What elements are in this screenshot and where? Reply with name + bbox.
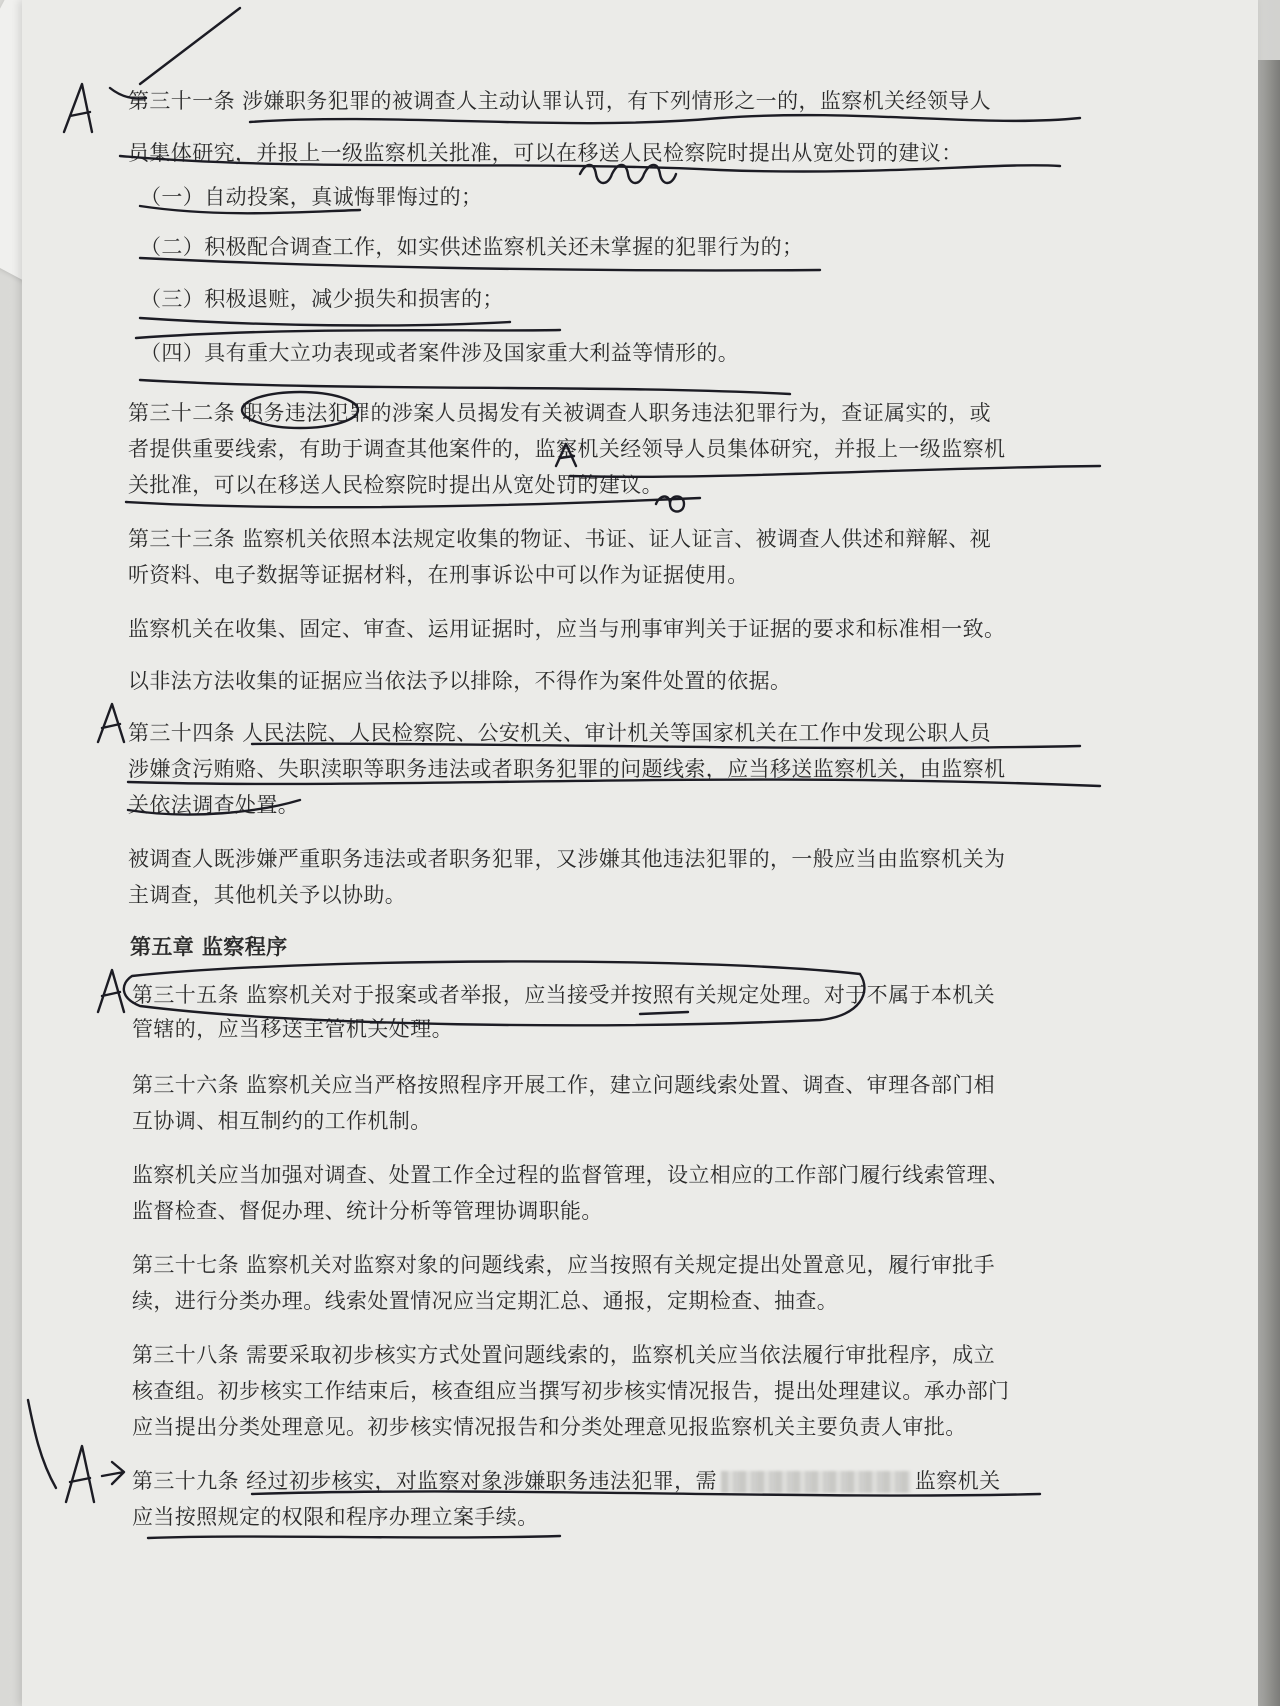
article-39-line-1-end: 监察机关 (914, 1469, 1001, 1493)
article-33-para-2: 监察机关在收集、固定、审查、运用证据时，应当与刑事审判关于证据的要求和标准相一致。 (128, 617, 1006, 641)
article-32-line-1: 第三十二条 职务违法犯罪的涉案人员揭发有关被调查人职务违法犯罪行为，查证属实的，或 (128, 401, 992, 425)
article-31-item-4: （四）具有重大立功表现或者案件涉及国家重大利益等情形的。 (140, 341, 740, 365)
article-36-para-2-line-2: 监督检查、督促办理、统计分析等管理协调职能。 (132, 1199, 603, 1223)
article-33-line-1: 第三十三条 监察机关依照本法规定收集的物证、书证、证人证言、被调查人供述和辩解、视 (128, 527, 992, 551)
article-38-line-2: 核查组。初步核实工作结束后，核查组应当撰写初步核实情况报告，提出处理建议。承办部门 (132, 1379, 1010, 1403)
article-35-line-1: 第三十五条 监察机关对于报案或者举报，应当接受并按照有关规定处理。对于不属于本机关 (132, 983, 996, 1007)
article-39-line-1-start: 第三十九条 经过初步核实，对监察对象涉嫌职务违法犯罪，需 (132, 1469, 717, 1493)
article-37-line-1: 第三十七条 监察机关对监察对象的问题线索，应当按照有关规定提出处置意见，履行审批手 (132, 1253, 996, 1277)
article-32-line-2: 者提供重要线索，有助于调查其他案件的，监察机关经领导人员集体研究，并报上一级监察机 (128, 437, 1006, 461)
article-36-line-1: 第三十六条 监察机关应当严格按照程序开展工作，建立问题线索处置、调查、审理各部门相 (132, 1073, 996, 1097)
article-31-line-2: 员集体研究，并报上一级监察机关批准，可以在移送人民检察院时提出从宽处罚的建议： (128, 141, 963, 165)
redacted-text (721, 1471, 911, 1493)
article-34-line-2: 涉嫌贪污贿赂、失职渎职等职务违法或者职务犯罪的问题线索，应当移送监察机关，由监察机 (128, 757, 1006, 781)
article-33-line-2: 听资料、电子数据等证据材料，在刑事诉讼中可以作为证据使用。 (128, 563, 749, 587)
article-31-line-1: 第三十一条 涉嫌职务犯罪的被调查人主动认罪认罚，有下列情形之一的，监察机关经领导人 (128, 89, 992, 113)
article-39-line-2: 应当按照规定的权限和程序办理立案手续。 (132, 1505, 539, 1529)
article-34-line-3: 关依法调查处置。 (128, 793, 300, 817)
article-36-para-2-line-1: 监察机关应当加强对调查、处置工作全过程的监督管理，设立相应的工作部门履行线索管理、 (132, 1163, 1010, 1187)
article-37-line-2: 续，进行分类办理。线索处置情况应当定期汇总、通报，定期检查、抽查。 (132, 1289, 839, 1313)
article-33-para-3: 以非法方法收集的证据应当依法予以排除，不得作为案件处置的依据。 (128, 669, 792, 693)
article-34-para-2-line-2: 主调查，其他机关予以协助。 (128, 883, 407, 907)
article-31-item-2: （二）积极配合调查工作，如实供述监察机关还未掌握的犯罪行为的； (140, 235, 804, 259)
article-35-line-2: 管辖的，应当移送主管机关处理。 (132, 1017, 453, 1041)
article-38-line-1: 第三十八条 需要采取初步核实方式处置问题线索的，监察机关应当依法履行审批程序，成立 (132, 1343, 996, 1367)
article-34-para-2-line-1: 被调查人既涉嫌严重职务违法或者职务犯罪，又涉嫌其他违法犯罪的，一般应当由监察机关为 (128, 847, 1006, 871)
article-38-line-3: 应当提出分类处理意见。初步核实情况报告和分类处理意见报监察机关主要负责人审批。 (132, 1415, 967, 1439)
article-39-line-1 (132, 1464, 1000, 1498)
article-31-item-3: （三）积极退赃，减少损失和损害的； (140, 287, 504, 311)
article-31-item-1: （一）自动投案，真诚悔罪悔过的； (140, 185, 483, 209)
chapter-5-heading: 第五章 监察程序 (130, 935, 288, 959)
article-34-line-1: 第三十四条 人民法院、人民检察院、公安机关、审计机关等国家机关在工作中发现公职人员 (128, 721, 992, 745)
article-32-line-3: 关批准，可以在移送人民检察院时提出从宽处罚的建议。 (128, 473, 663, 497)
article-36-line-2: 互协调、相互制约的工作机制。 (132, 1109, 432, 1133)
